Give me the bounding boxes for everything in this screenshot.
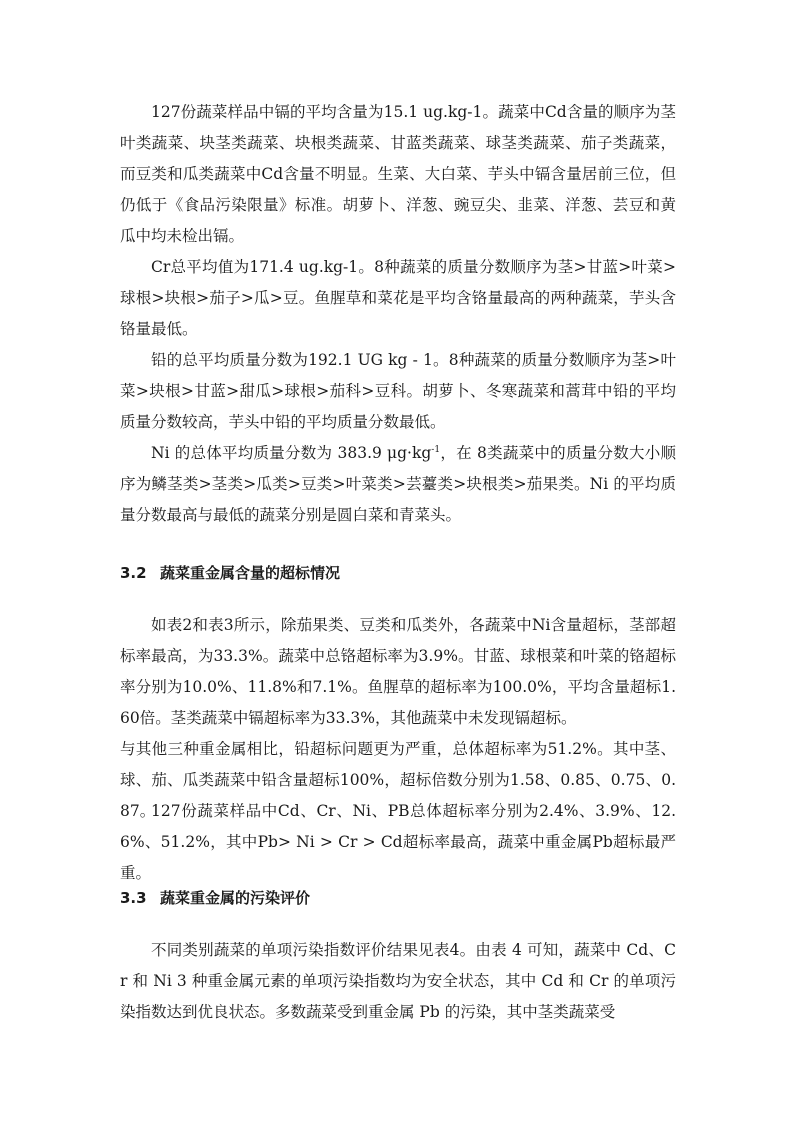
ni-unit-superscript: -1 (431, 444, 441, 455)
paragraph-exceedance-pb: 与其他三种重金属相比，铅超标问题更为严重，总体超标率为51.2%。其中茎、球、茄、瓜类蔬菜中铅含量超标100%，超标倍数分别为1.58、0.85、0.75、0.87。 (120, 740, 676, 820)
paragraph-pb-content: 铅的总平均质量分数为192.1 UG kg - 1。8种蔬菜的质量分数顺序为茎>叶菜>块根>甘蓝>甜瓜>球根>茄科>豆科。胡萝卜、冬寒蔬菜和蒿茸中铅的平均质量分数较高，芋头中铅的平均质量分数最低。 (120, 351, 676, 431)
ni-text-after: ，在 8类蔬菜中的质量分数大小顺序为鳞茎类>茎类>瓜类>豆类>叶菜类>芸薹类>块根类>茄果类。Ni 的平均质量分数最高与最低的蔬菜分别是圆白菜和青菜头。 (120, 444, 676, 524)
section-number: 3.2 (120, 564, 147, 582)
paragraph-cr-content: Cr总平均值为171.4 ug.kg-1。8种蔬菜的质量分数顺序为茎>甘蓝>叶菜>球根>块根>茄子>瓜>豆。鱼腥草和菜花是平均含铬量最高的两种蔬菜，芋头含铬量最低。 (120, 258, 676, 338)
section-title: 蔬菜重金属含量的超标情况 (160, 564, 341, 582)
paragraph-exceedance-summary: 127份蔬菜样品中Cd、Cr、Ni、PB总体超标率分别为2.4%、3.9%、12.6%、51.2%，其中Pb> Ni > Cr > Cd超标率最高，蔬菜中重金属Pb超标最严重。 (120, 802, 676, 882)
section-heading-3-2 (120, 563, 340, 583)
paragraph-ni-content (120, 438, 676, 531)
paragraph-exceedance-ni-cr-cd: 如表2和表3所示，除茄果类、豆类和瓜类外，各蔬菜中Ni含量超标，茎部超标率最高，为33.3%。蔬菜中总铬超标率为3.9%。甘蓝、球根菜和叶菜的铬超标率分别为10.0%、11.8%和7.1%。鱼腥草的超标率为100.0%，平均含量超标1.60倍。茎类蔬菜中镉超标率为33.3%，其他蔬菜中未发现镉超标。 (120, 616, 676, 727)
section-title: 蔬菜重金属的污染评价 (160, 889, 311, 907)
section-heading-3-3 (120, 888, 310, 908)
paragraph-pollution-evaluation: 不同类别蔬菜的单项污染指数评价结果见表4。由表 4 可知，蔬菜中 Cd、Cr 和 Ni 3 种重金属元素的单项污染指数均为安全状态，其中 Cd 和 Cr 的单项污染指数达到优良状态。多数蔬菜受到重金属 Pb 的污染，其中茎类蔬菜受 (120, 941, 676, 1021)
section-number: 3.3 (120, 889, 147, 907)
paragraph-cd-content: 127份蔬菜样品中镉的平均含量为15.1 ug.kg-1。蔬菜中Cd含量的顺序为茎叶类蔬菜、块茎类蔬菜、块根类蔬菜、甘蓝类蔬菜、球茎类蔬菜、茄子类蔬菜，而豆类和瓜类蔬菜中Cd含量不明显。生菜、大白菜、芋头中镉含量居前三位，但仍低于《食品污染限量》标准。胡萝卜、洋葱、豌豆尖、韭菜、洋葱、芸豆和黄瓜中均未检出镉。 (120, 103, 676, 245)
ni-text-before: Ni 的总体平均质量分数为 383.9 μg·kg (151, 444, 432, 462)
